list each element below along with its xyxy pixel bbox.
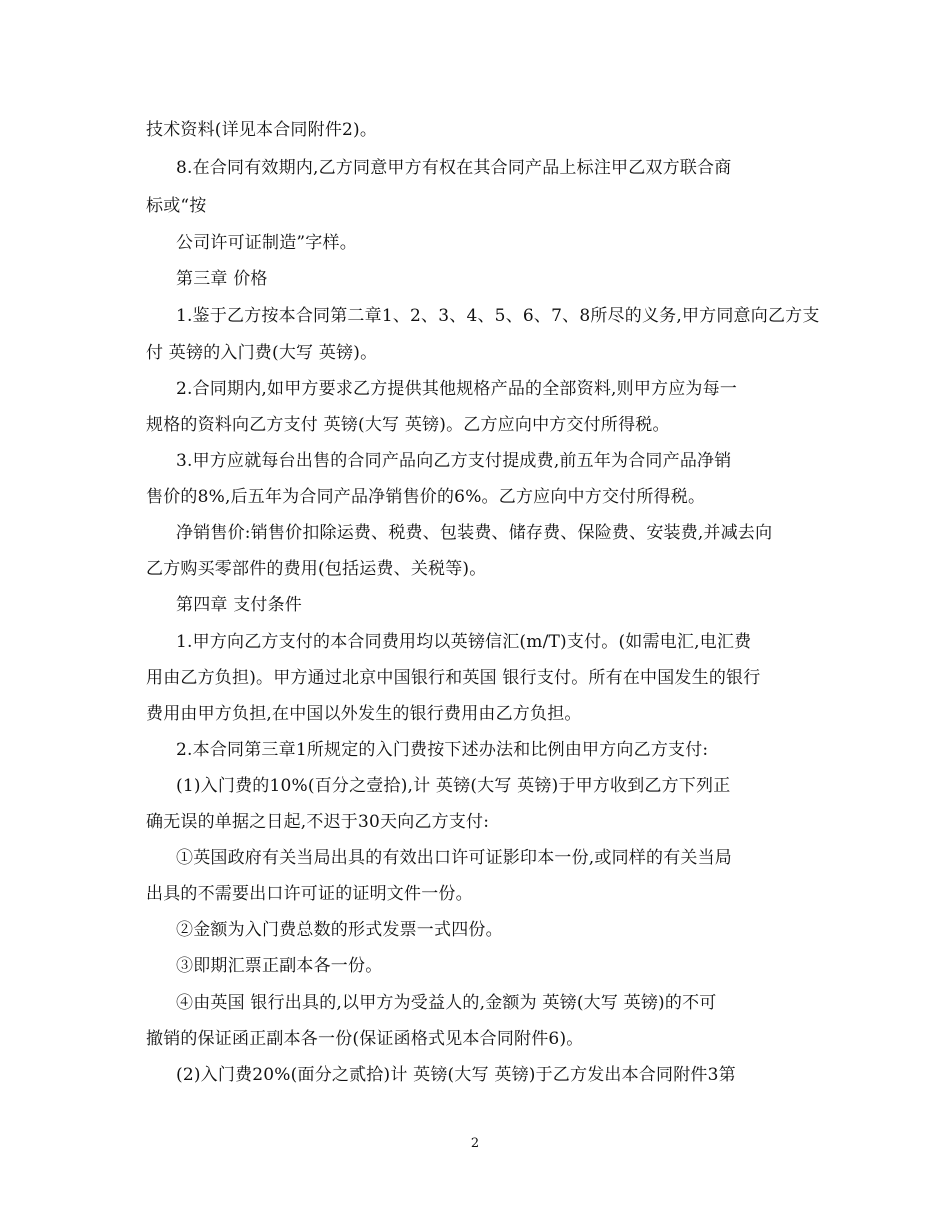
text-line-23: ②金额为入门费总数的形式发票一式四份。: [176, 920, 503, 940]
text-line-8: 2.合同期内,如甲方要求乙方提供其他规格产品的全部资料,则甲方应为每一: [176, 379, 738, 399]
text-line-15: 1.甲方向乙方支付的本合同费用均以英镑信汇(m/T)支付。(如需电汇,电汇费: [176, 632, 752, 652]
text-line-27: (2)入门费20%(面分之贰拾)计 英镑(大写 英镑)于乙方发出本合同附件3第: [176, 1065, 736, 1085]
text-line-1: 技术资料(详见本合同附件2)。: [146, 120, 378, 140]
text-line-26: 撤销的保证函正副本各一份(保证函格式见本合同附件6)。: [146, 1029, 584, 1049]
text-line-12: 净销售价:销售价扣除运费、税费、包装费、储存费、保险费、安装费,并减去向: [176, 523, 773, 543]
text-line-24: ③即期汇票正副本各一份。: [176, 956, 383, 976]
text-line-16: 用由乙方负担)。甲方通过北京中国银行和英国 银行支付。所有在中国发生的银行: [146, 668, 761, 688]
text-line-10: 3.甲方应就每台出售的合同产品向乙方支付提成费,前五年为合同产品净销: [176, 451, 732, 471]
text-line-7: 付 英镑的入门费(大写 英镑)。: [146, 343, 378, 363]
text-line-25: ④由英国 银行出具的,以甲方为受益人的,金额为 英镑(大写 英镑)的不可: [176, 993, 717, 1013]
text-line-11: 售价的8%,后五年为合同产品净销售价的6%。乙方应向中方交付所得税。: [146, 487, 706, 507]
text-line-4: 公司许可证制造”字样。: [176, 233, 357, 253]
text-line-17: 费用由甲方负担,在中国以外发生的银行费用由乙方负担。: [146, 704, 582, 724]
section-heading-chapter-3: 第三章 价格: [176, 269, 268, 289]
text-line-18: 2.本合同第三章1所规定的入门费按下述办法和比例由甲方向乙方支付:: [176, 740, 709, 760]
text-line-22: 出具的不需要出口许可证的证明文件一份。: [146, 884, 473, 904]
text-line-19: (1)入门费的10%(百分之壹拾),计 英镑(大写 英镑)于甲方收到乙方下列正: [176, 776, 731, 796]
text-line-2: 8.在合同有效期内,乙方同意甲方有权在其合同产品上标注甲乙双方联合商: [176, 158, 732, 178]
text-line-13: 乙方购买零部件的费用(包括运费、关税等)。: [146, 559, 487, 579]
text-line-3: 标或“按: [146, 196, 207, 216]
text-line-21: ①英国政府有关当局出具的有效出口许可证影印本一份,或同样的有关当局: [176, 848, 733, 868]
section-heading-chapter-4: 第四章 支付条件: [176, 595, 303, 615]
page-number: 2: [470, 1136, 480, 1151]
text-line-9: 规格的资料向乙方支付 英镑(大写 英镑)。乙方应向中方交付所得税。: [146, 415, 670, 435]
text-line-6: 1.鉴于乙方按本合同第二章1、2、3、4、5、6、7、8所尽的义务,甲方同意向乙方支: [176, 306, 820, 326]
text-line-20: 确无误的单据之日起,不迟于30天向乙方支付:: [146, 812, 490, 832]
